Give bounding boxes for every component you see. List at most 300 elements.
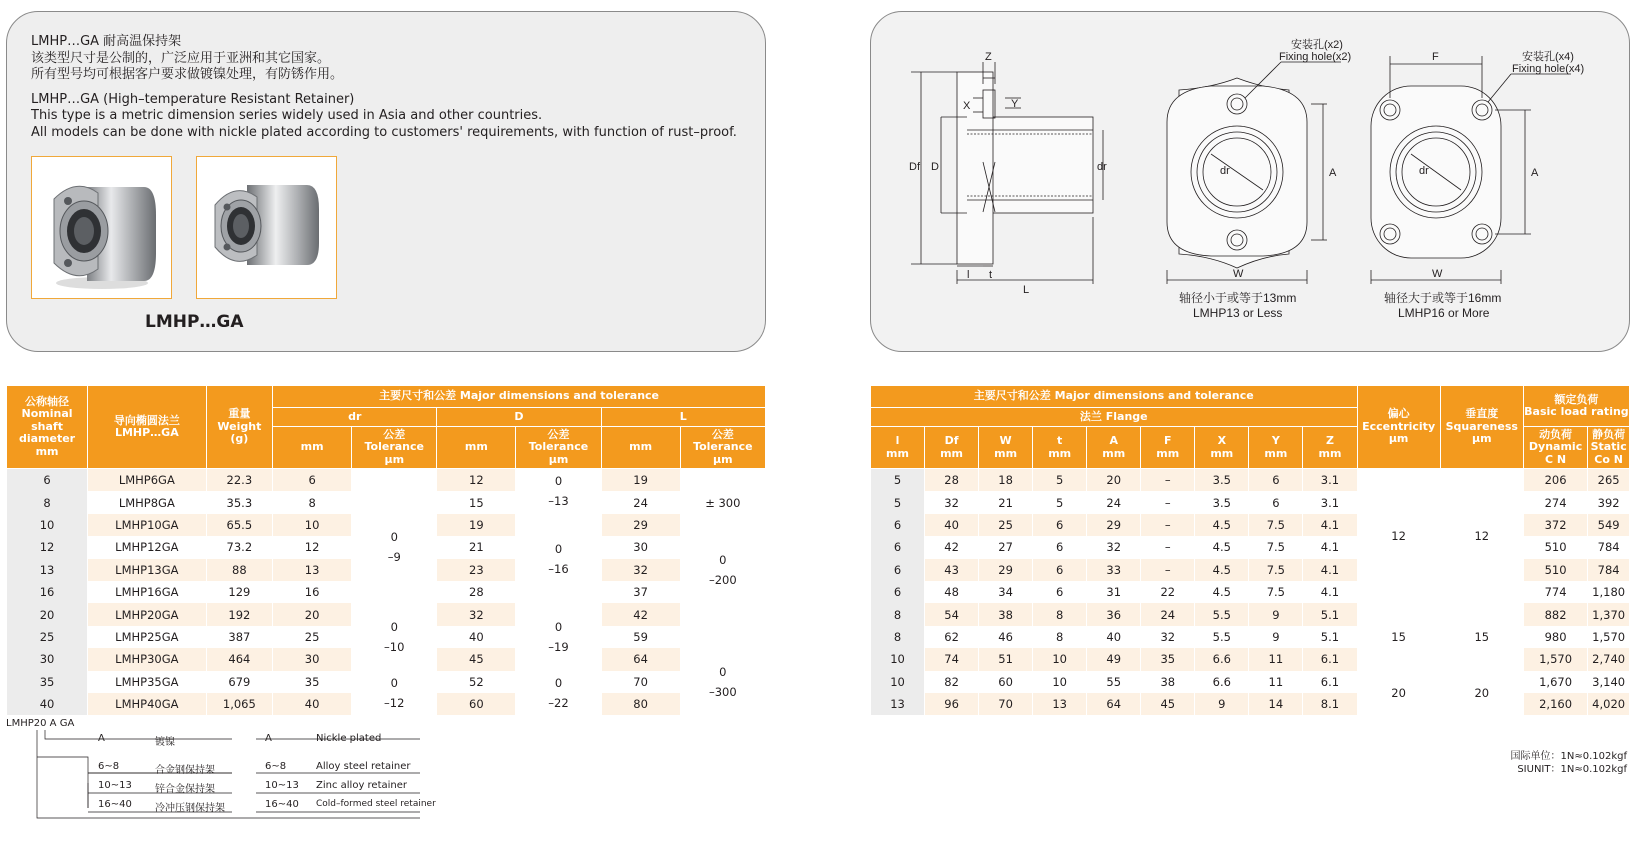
weight-cell: 192	[206, 603, 273, 625]
nominal-diameter-cell: 12	[7, 536, 88, 558]
header-dr-mm: mm	[273, 427, 352, 469]
table-row	[7, 514, 766, 536]
hole2-en: Fixing hole(x2)	[1279, 51, 1352, 63]
flange-cell: 38	[979, 603, 1033, 625]
flange-cell: 6	[871, 536, 925, 558]
static-load-cell: 2,740	[1588, 648, 1630, 670]
dr-mm-cell: 8	[273, 491, 352, 513]
static-load-cell: 392	[1588, 491, 1630, 513]
flange-cell: 32	[1141, 626, 1195, 648]
units-line2: SIUNIT：1N≈0.102kgf	[1517, 764, 1627, 775]
dr-mm-cell: 20	[273, 603, 352, 625]
tolerance-cell	[352, 603, 437, 670]
header-D: D	[437, 408, 601, 427]
L-mm-cell: 42	[601, 603, 680, 625]
model-cell: LMHP13GA	[88, 559, 207, 581]
tolerance-cell	[352, 581, 437, 603]
flange-cell: 3.1	[1303, 469, 1357, 492]
tolerance-cell	[516, 536, 601, 581]
L-mm-cell: 59	[601, 626, 680, 648]
flange-cell: 40	[1087, 626, 1141, 648]
flange-cell: 42	[925, 536, 979, 558]
intro-text	[31, 34, 737, 141]
dynamic-load-cell: 980	[1523, 626, 1587, 648]
dynamic-load-cell: 206	[1523, 469, 1587, 492]
flange-cell: 14	[1249, 693, 1303, 715]
flange-cell: 7.5	[1249, 581, 1303, 603]
intro-cn-line3: 所有型号均可根据客户要求做镀镍处理，有防锈作用。	[31, 67, 344, 82]
D-mm-cell: 15	[437, 491, 516, 513]
tolerance-cell	[516, 603, 601, 670]
tolerance-cell	[680, 603, 765, 648]
caption-large-en: LMHP16 or More	[1398, 306, 1490, 320]
tolerance-cell	[680, 648, 765, 715]
flange-cell: 13	[871, 693, 925, 715]
flange-cell: 33	[1087, 559, 1141, 581]
squareness-cell: 12	[1440, 469, 1523, 604]
flange-cell: 6	[1033, 581, 1087, 603]
table-row	[871, 671, 1630, 693]
weight-cell: 73.2	[206, 536, 273, 558]
dimensions-table-left	[6, 385, 766, 715]
flange-cell: 9	[1195, 693, 1249, 715]
table-row	[871, 469, 1630, 492]
tolerance-cell	[680, 536, 765, 603]
flange-cell: 5.5	[1195, 603, 1249, 625]
D-mm-cell: 52	[437, 671, 516, 693]
static-load-cell: 4,020	[1588, 693, 1630, 715]
flange-cell: 8	[1033, 603, 1087, 625]
dr-mm-cell: 35	[273, 671, 352, 693]
model-cell: LMHP20GA	[88, 603, 207, 625]
code-ga: GA	[59, 718, 75, 729]
code-row3-range-cn: 16~40	[98, 799, 132, 810]
intro-cn-line2: 该类型尺寸是公制的，广泛应用于亚洲和其它国家。	[31, 50, 331, 66]
table-row	[7, 603, 766, 625]
flange-cell: 49	[1087, 648, 1141, 670]
flange-cell: 60	[979, 671, 1033, 693]
tolerance-lower: –22	[548, 695, 569, 710]
dynamic-load-cell: 510	[1523, 536, 1587, 558]
L-mm-cell: 37	[601, 581, 680, 603]
flange-col-header: A mm	[1087, 427, 1141, 469]
hole2-cn: 安装孔(x2)	[1291, 39, 1343, 51]
flange-cell: 13	[1033, 693, 1087, 715]
flange-cell: 4.1	[1303, 536, 1357, 558]
code-a: A	[49, 718, 57, 729]
flange-cell: 74	[925, 648, 979, 670]
dim-dr-large-view: dr	[1419, 165, 1429, 177]
static-load-cell: 1,570	[1588, 626, 1630, 648]
code-row1-en: Alloy steel retainer	[316, 761, 411, 772]
D-mm-cell: 21	[437, 536, 516, 558]
L-mm-cell: 64	[601, 648, 680, 670]
tolerance-lower: –300	[708, 684, 737, 699]
header-flange: 法兰 Flange	[871, 408, 1358, 427]
flange-cell: 5	[1033, 469, 1087, 492]
dynamic-load-cell: 274	[1523, 491, 1587, 513]
weight-cell: 129	[206, 581, 273, 603]
flange-cell: 8.1	[1303, 693, 1357, 715]
nominal-diameter-cell: 6	[7, 469, 88, 492]
tolerance-cell	[352, 514, 437, 581]
header-model: 导向椭圆法兰 LMHP…GA	[88, 386, 207, 469]
flange-cell: –	[1141, 491, 1195, 513]
flange-cell: 6	[1033, 559, 1087, 581]
D-mm-cell: 28	[437, 581, 516, 603]
dr-mm-cell: 40	[273, 693, 352, 715]
tolerance-upper: 0	[554, 541, 563, 556]
flange-cell: 4.5	[1195, 514, 1249, 536]
header-major: 主要尺寸和公差 Major dimensions and tolerance	[273, 386, 766, 408]
model-cell: LMHP40GA	[88, 693, 207, 715]
squareness-cell: 20	[1440, 671, 1523, 716]
model-cell: LMHP10GA	[88, 514, 207, 536]
flange-cell: 40	[925, 514, 979, 536]
nominal-diameter-cell: 13	[7, 559, 88, 581]
eccentricity-cell: 15	[1357, 603, 1440, 670]
dr-mm-cell: 12	[273, 536, 352, 558]
header-static: 静负荷 Static Co N	[1588, 427, 1630, 469]
tolerance-cell	[516, 514, 601, 536]
nominal-diameter-cell: 40	[7, 693, 88, 715]
dynamic-load-cell: 774	[1523, 581, 1587, 603]
flange-cell: 3.1	[1303, 491, 1357, 513]
flange-cell: –	[1141, 469, 1195, 492]
header-weight: 重量 Weight (g)	[206, 386, 273, 469]
weight-cell: 22.3	[206, 469, 273, 492]
flange-cell: 35	[1141, 648, 1195, 670]
header-load: 额定负荷 Basic load rating	[1523, 386, 1629, 427]
flange-cell: 3.5	[1195, 491, 1249, 513]
dynamic-load-cell: 882	[1523, 603, 1587, 625]
weight-cell: 1,065	[206, 693, 273, 715]
L-mm-cell: 32	[601, 559, 680, 581]
tolerance-upper: 0	[390, 619, 398, 634]
static-load-cell: 3,140	[1588, 671, 1630, 693]
flange-cell: 31	[1087, 581, 1141, 603]
dynamic-load-cell: 1,570	[1523, 648, 1587, 670]
L-mm-cell: 30	[601, 536, 680, 558]
flange-cell: 34	[979, 581, 1033, 603]
flange-cell: 6.1	[1303, 648, 1357, 670]
flange-cell: 4.1	[1303, 581, 1357, 603]
units-line1: 国际单位：1N≈0.102kgf	[1510, 751, 1627, 762]
dr-mm-cell: 6	[273, 469, 352, 492]
flange-cell: 43	[925, 559, 979, 581]
flange-cell: 54	[925, 603, 979, 625]
dim-d-label: D	[931, 161, 939, 173]
flange-cell: 11	[1249, 671, 1303, 693]
tolerance-upper: ± 300	[705, 495, 741, 510]
flange-col-header: X mm	[1195, 427, 1249, 469]
header-dr: dr	[273, 408, 437, 427]
flange-col-header: Y mm	[1249, 427, 1303, 469]
dim-t-label: t	[989, 269, 993, 281]
product-label: LMHP…GA	[145, 312, 244, 332]
units-note	[1510, 750, 1627, 776]
model-cell: LMHP12GA	[88, 536, 207, 558]
code-row2-en: Zinc alloy retainer	[316, 780, 408, 791]
technical-drawing	[871, 12, 1628, 350]
flange-cell: 7.5	[1249, 514, 1303, 536]
flange-cell: –	[1141, 514, 1195, 536]
flange-cell: 10	[871, 648, 925, 670]
flange-cell: 6.6	[1195, 671, 1249, 693]
tolerance-upper: 0	[554, 474, 563, 489]
caption-small-cn: 轴径小于或等于13mm	[1179, 291, 1297, 305]
code-row1-range-en: 6~8	[265, 761, 287, 772]
flange-col-header: W mm	[979, 427, 1033, 469]
flange-cell: 25	[979, 514, 1033, 536]
dr-mm-cell: 25	[273, 626, 352, 648]
dr-mm-cell: 13	[273, 559, 352, 581]
D-mm-cell: 40	[437, 626, 516, 648]
tolerance-upper: 0	[554, 619, 563, 634]
flange-cell: 6	[871, 559, 925, 581]
dr-mm-cell: 16	[273, 581, 352, 603]
caption-large-cn: 轴径大于或等于16mm	[1384, 291, 1502, 305]
dynamic-load-cell: 372	[1523, 514, 1587, 536]
intro-en-line1: LMHP…GA (High–temperature Resistant Retainer)	[31, 91, 355, 107]
flange-cell: 22	[1141, 581, 1195, 603]
L-mm-cell: 24	[601, 491, 680, 513]
tolerance-cell	[516, 671, 601, 716]
code-row1-range-cn: 6~8	[98, 761, 120, 772]
dimensions-table-right	[870, 385, 1630, 715]
caption-small-en: LMHP13 or Less	[1193, 306, 1283, 320]
flange-cell: 6	[871, 514, 925, 536]
flange-cell: 46	[979, 626, 1033, 648]
tolerance-cell	[516, 469, 601, 514]
static-load-cell: 265	[1588, 469, 1630, 492]
nominal-diameter-cell: 20	[7, 603, 88, 625]
code-row2-cn: 锌合金保持架	[155, 784, 215, 795]
static-load-cell: 784	[1588, 536, 1630, 558]
tolerance-lower: –13	[548, 494, 569, 509]
tolerance-upper: 0	[719, 664, 727, 679]
flange-col-header: l mm	[871, 427, 925, 469]
flange-cell: –	[1141, 536, 1195, 558]
code-example	[6, 718, 74, 729]
header-dr-tol: 公差 Tolerance μm	[352, 427, 437, 469]
D-mm-cell: 12	[437, 469, 516, 492]
model-cell: LMHP30GA	[88, 648, 207, 670]
flange-cell: 10	[1033, 671, 1087, 693]
D-mm-cell: 60	[437, 693, 516, 715]
flange-cell: 8	[871, 626, 925, 648]
flange-cell: –	[1141, 559, 1195, 581]
weight-cell: 679	[206, 671, 273, 693]
code-a-en-label: Nickle plated	[316, 733, 382, 744]
flange-cell: 51	[979, 648, 1033, 670]
header-eccentricity: 偏心 Eccentricity μm	[1357, 386, 1440, 469]
flange-cell: 4.5	[1195, 581, 1249, 603]
code-row3-range-en: 16~40	[265, 799, 299, 810]
flange-cell: 62	[925, 626, 979, 648]
dr-mm-cell: 30	[273, 648, 352, 670]
dim-df-label: Df	[909, 161, 920, 173]
dim-dr-label: dr	[1097, 161, 1107, 173]
code-row2-range-en: 10~13	[265, 780, 299, 791]
dynamic-load-cell: 510	[1523, 559, 1587, 581]
tolerance-lower: –12	[384, 695, 405, 710]
intro-en-line3: All models can be done with nickle plated according to customers' requirements, with function of rust–proof.	[31, 124, 737, 140]
flange-cell: 7.5	[1249, 536, 1303, 558]
product-photo-1	[31, 156, 172, 299]
flange-cell: 5.1	[1303, 626, 1357, 648]
header-nominal: 公称轴径 Nominal shaft diameter mm	[7, 386, 88, 469]
weight-cell: 65.5	[206, 514, 273, 536]
static-load-cell: 1,180	[1588, 581, 1630, 603]
header-L: L	[601, 408, 765, 427]
tolerance-upper: 0	[390, 530, 398, 545]
L-mm-cell: 70	[601, 671, 680, 693]
header-D-mm: mm	[437, 427, 516, 469]
squareness-cell: 15	[1440, 603, 1523, 670]
header-major-right: 主要尺寸和公差 Major dimensions and tolerance	[871, 386, 1358, 408]
flange-cell: 32	[1087, 536, 1141, 558]
flange-cell: 8	[871, 603, 925, 625]
dim-l-big-label: L	[1023, 284, 1030, 296]
tolerance-cell	[680, 469, 765, 537]
L-mm-cell: 80	[601, 693, 680, 715]
dim-a-large-view: A	[1531, 167, 1539, 179]
code-row1-cn: 合金钢保持架	[155, 765, 215, 776]
dim-w-small-view: W	[1233, 268, 1244, 280]
L-mm-cell: 19	[601, 469, 680, 492]
tolerance-lower: –200	[708, 572, 737, 587]
header-L-mm: mm	[601, 427, 680, 469]
nominal-diameter-cell: 35	[7, 671, 88, 693]
flange-cell: 4.5	[1195, 559, 1249, 581]
weight-cell: 464	[206, 648, 273, 670]
flange-cell: 64	[1087, 693, 1141, 715]
dim-l-small-label: l	[967, 269, 970, 281]
header-squareness: 垂直度 Squareness μm	[1440, 386, 1523, 469]
code-row2-range-cn: 10~13	[98, 780, 132, 791]
D-mm-cell: 23	[437, 559, 516, 581]
flange-cell: 4.1	[1303, 559, 1357, 581]
weight-cell: 88	[206, 559, 273, 581]
table-row	[871, 603, 1630, 625]
flange-cell: 28	[925, 469, 979, 492]
flange-cell: 20	[1087, 469, 1141, 492]
L-mm-cell: 29	[601, 514, 680, 536]
code-a-cn-label: 镀镍	[155, 737, 175, 748]
code-row3-en: Cold–formed steel retainer	[316, 799, 436, 809]
dr-mm-cell: 10	[273, 514, 352, 536]
dim-w-large-view: W	[1432, 268, 1443, 280]
tolerance-upper: 0	[390, 675, 398, 690]
flange-cell: 32	[925, 491, 979, 513]
model-cell: LMHP6GA	[88, 469, 207, 492]
table-row	[7, 581, 766, 603]
code-prefix: LMHP20	[6, 718, 47, 729]
flange-cell: 10	[871, 671, 925, 693]
flange-cell: 21	[979, 491, 1033, 513]
static-load-cell: 549	[1588, 514, 1630, 536]
flange-cell: 4.1	[1303, 514, 1357, 536]
flange-cell: 9	[1249, 603, 1303, 625]
intro-en-line2: This type is a metric dimension series widely used in Asia and other countries.	[31, 108, 543, 123]
flange-cell: 7.5	[1249, 559, 1303, 581]
drawing-panel	[870, 11, 1630, 352]
hole4-en: Fixing hole(x4)	[1512, 63, 1585, 75]
flange-col-header: Z mm	[1303, 427, 1357, 469]
flange-cell: 6.1	[1303, 671, 1357, 693]
header-L-tol: 公差 Tolerance μm	[680, 427, 765, 469]
nominal-diameter-cell: 10	[7, 514, 88, 536]
dim-dr-small-view: dr	[1220, 165, 1230, 177]
flange-cell: 48	[925, 581, 979, 603]
flange-cell: 70	[979, 693, 1033, 715]
bearing-image-1	[32, 157, 170, 297]
tolerance-upper: 0	[719, 552, 727, 567]
eccentricity-cell: 20	[1357, 671, 1440, 716]
flange-cell: 5	[871, 491, 925, 513]
tolerance-cell	[352, 469, 437, 514]
nominal-diameter-cell: 30	[7, 648, 88, 670]
tolerance-lower: –19	[548, 639, 569, 654]
product-photo-2	[196, 156, 337, 299]
header-D-tol: 公差 Tolerance μm	[516, 427, 601, 469]
header-dynamic: 动负荷 Dynamic C N	[1523, 427, 1587, 469]
flange-cell: 6	[1249, 491, 1303, 513]
flange-cell: 4.5	[1195, 536, 1249, 558]
flange-col-header: F mm	[1141, 427, 1195, 469]
D-mm-cell: 45	[437, 648, 516, 670]
flange-cell: 24	[1141, 603, 1195, 625]
flange-cell: 96	[925, 693, 979, 715]
dim-a-small-view: A	[1329, 167, 1337, 179]
nominal-diameter-cell: 16	[7, 581, 88, 603]
flange-cell: 38	[1141, 671, 1195, 693]
flange-cell: 6.6	[1195, 648, 1249, 670]
flange-cell: 6	[1033, 536, 1087, 558]
static-load-cell: 784	[1588, 559, 1630, 581]
intro-cn-line1: LMHP…GA 耐高温保持架	[31, 34, 182, 49]
weight-cell: 35.3	[206, 491, 273, 513]
flange-col-header: Df mm	[925, 427, 979, 469]
dim-y-label: Y	[1011, 98, 1019, 110]
flange-cell: 10	[1033, 648, 1087, 670]
hole4-cn: 安装孔(x4)	[1522, 51, 1574, 63]
dim-f-label: F	[1432, 51, 1439, 63]
dynamic-load-cell: 1,670	[1523, 671, 1587, 693]
model-cell: LMHP25GA	[88, 626, 207, 648]
eccentricity-cell: 12	[1357, 469, 1440, 604]
weight-cell: 387	[206, 626, 273, 648]
table-row	[7, 469, 766, 492]
flange-cell: 6	[1033, 514, 1087, 536]
flange-cell: 8	[1033, 626, 1087, 648]
D-mm-cell: 19	[437, 514, 516, 536]
flange-cell: 27	[979, 536, 1033, 558]
bearing-image-2	[197, 157, 335, 297]
flange-cell: 6	[1249, 469, 1303, 492]
flange-cell: 3.5	[1195, 469, 1249, 492]
flange-col-header: t mm	[1033, 427, 1087, 469]
model-cell: LMHP8GA	[88, 491, 207, 513]
flange-cell: 36	[1087, 603, 1141, 625]
flange-cell: 29	[979, 559, 1033, 581]
tolerance-lower: –9	[387, 550, 401, 565]
flange-cell: 82	[925, 671, 979, 693]
intro-panel	[6, 11, 766, 352]
tolerance-lower: –16	[548, 561, 569, 576]
nominal-diameter-cell: 8	[7, 491, 88, 513]
